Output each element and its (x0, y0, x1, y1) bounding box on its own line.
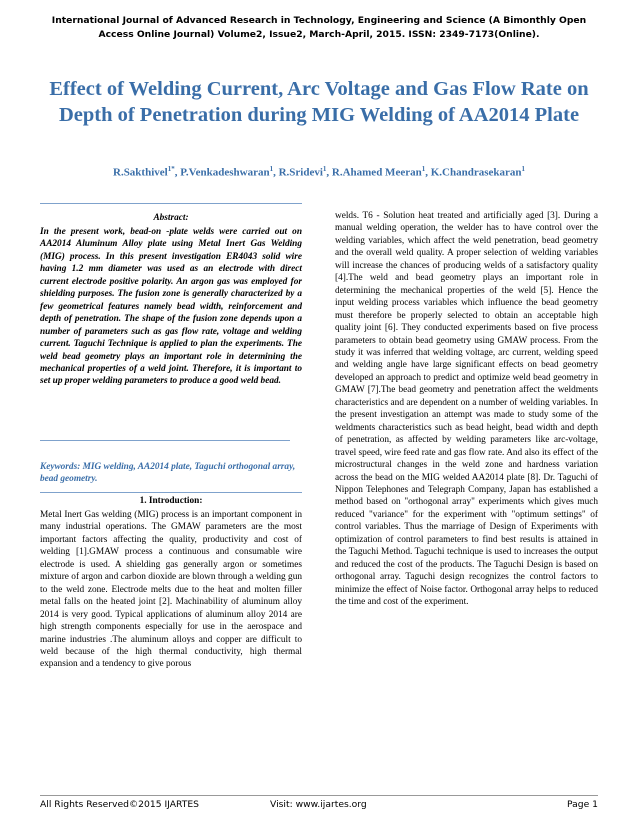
abstract-heading: Abstract: (153, 213, 189, 223)
footer-divider (40, 795, 598, 796)
author-name: R.Sakthivel (113, 166, 168, 179)
author-list: R.Sakthivel$^{1*}$, P.Venkadeshwaran$^1$, R.Sridevi$^1$, R.Ahamed Meeran$^1$, K.Chandrasekaran$^1$ (113, 165, 525, 179)
author-affiliation: 1 (521, 165, 525, 173)
author-affiliation: 1 (269, 165, 274, 173)
abstract-text: In the present work, bead-on -plate welds were carried out on AA2014 Aluminum Alloy plate using Metal Inert Gas Welding (MIG) process. In this present investigation ER4043 solid wire having 1.2 mm diameter was used as an electrode with direct current electrode positive polarity. An argon gas was employed for shielding purposes. The fusion zone is generally characterized by a few geometrical features namely bead width, reinforcement and depth of penetration. The shape of the fusion zone depends upon a number of parameters such as gas flow rate, voltage and welding current. Taguchi Technique is applied to plan the experiments. The weld bead geometry plays an important role in determining the mechanical properties of a weld joint. Therefore, it is important to set up proper welding parameters to produce a good weld bead. (40, 227, 302, 387)
footer-rights: All Rights Reserved©2015 IJARTES (40, 799, 199, 810)
author-name: P.Venkadeshwaran (180, 166, 270, 179)
author-name: R.Ahamed Meeran (331, 166, 422, 179)
header-divider (40, 203, 302, 204)
author-name: K.Chandrasekaran (430, 166, 522, 179)
introduction-text-right: welds. T6 - Solution heat treated and artificially aged [3]. During a manual welding operation, the welder has to have control over the welding variables, which affect the weld penetration, bead geometry and the overall weld quality. A proper selection of welding variables will increase the chances of producing welds of a satisfactory quality [4].The weld and bead geometry plays an important role in determining the mechanical properties of the weld [5]. Hence the input welding process variables which influence the bead geometry must therefore be properly selected to obtain an acceptable high quality joint [6]. They conducted experiments based on five process parameters to obtain bead geometry using GMAW process. From the study it was inferred that welding voltage, arc current, welding speed and welding angle have large significant effects on bead geometry developed an approach to predict and optimize weld bead geometry in GMAW [7].The bead geometry and penetration affect the weldments characteristics and are dependent on a number of welding variables. In the present investigation an attempt was made to study some of the weldments characteristics such as bead height, bead width and depth of penetration, as affected by welding parameters like arc-voltage, travel speed, wire feed rate and gas flow rate. And also its effect of the microstructural changes in the weld zone and hardness variation across the bead on the MIG welded AA2014 plate [8]. Dr. Taguchi of Nippon Telephones and Telegraph Company, Japan has established a method based on "orthogonal array" experiments which gives much reduced "variance" for the experiment with "optimum settings" of control variables. Thus the marriage of Design of Experiments with optimization of control parameters to find best results is attained in the Taguchi Method. Taguchi technique is used to increases the output and reduced the cost of the products. The Taguchi Design is based on orthogonal array. Taguchi design recognizes the control factors to minimize the effect of Noise factor. Orthogonal array helps to reduced the time and cost of the experiment. (335, 211, 598, 608)
footer-website: Visit: www.ijartes.org (270, 799, 367, 810)
author-affiliation: 1 (421, 165, 426, 173)
author-affiliation: 1* (167, 165, 175, 173)
abstract-divider (40, 440, 290, 441)
journal-header: International Journal of Advanced Research in Technology, Engineering and Science (A Bimonthly Open Access Online Journal) Volume2, Issue2, March-April, 2015. ISSN: 2349-7173(Online). (51, 15, 587, 40)
section-heading-introduction: 1. Introduction: (139, 496, 203, 506)
author-affiliation: 1 (322, 165, 327, 173)
keywords: Keywords: MIG welding, AA2014 plate, Taguchi orthogonal array, bead geometry. (40, 462, 296, 485)
introduction-text-left: Metal Inert Gas welding (MIG) process is an important component in many industrial operations. The GMAW parameters are the most important factors affecting the quality, productivity and cost of welding [1].GMAW process a continuous and consumable wire electrode is used. A shielding gas generally argon or sometimes mixture of argon and carbon dioxide are blown through a welding gun to the weld zone. Electrode melts due to the heat and molten filler metal falls on the heated joint [2]. Machinability of aluminum alloy 2014 is very good. Typical applications of aluminum alloy 2014 are high strength components especially for use in the aerospace and marine industries .The aluminum alloys and copper are difficult to weld because of the high thermal conductivity, high thermal expansion and a tendency to give porous (40, 510, 302, 670)
page-title: Effect of Welding Current, Arc Voltage and Gas Flow Rate on Depth of Penetration during MIG Welding of AA2014 Plate (49, 78, 589, 126)
keywords-divider (40, 492, 302, 493)
footer-page-number: Page 1 (566, 799, 598, 810)
author-name: R.Sridevi (278, 166, 323, 179)
